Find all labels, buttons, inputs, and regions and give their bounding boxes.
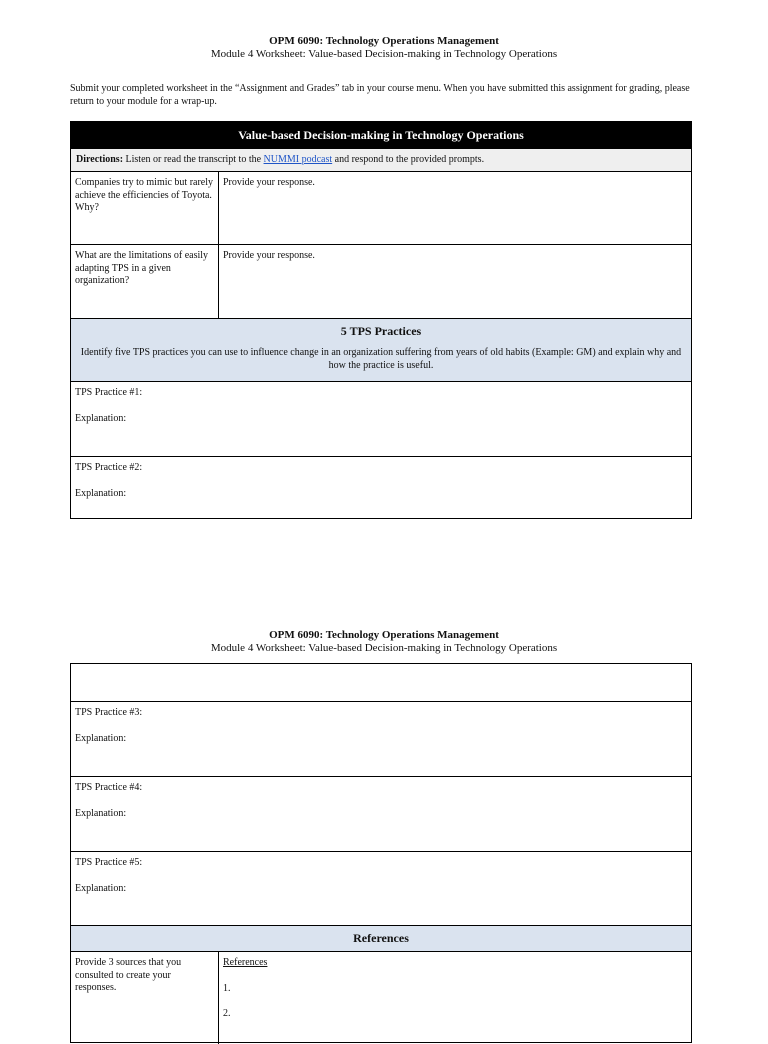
question-prompt: What are the limitations of easily adapting TPS in a given organization? — [71, 245, 219, 318]
tps-practice-row[interactable] — [71, 851, 691, 925]
references-field[interactable] — [219, 952, 691, 1044]
question-prompt: Companies try to mimic but rarely achieve the efficiencies of Toyota. Why? — [71, 172, 219, 244]
tps-practice-label: TPS Practice #5: — [75, 857, 143, 868]
page2-header — [0, 629, 768, 655]
explanation-label: Explanation: — [75, 807, 127, 819]
reference-item: 1. — [223, 982, 231, 994]
practices-instructions: Identify five TPS practices you can use to influence change in an organization suffering from years of old habits (Example: GM) and explain why and how the practice is useful. — [80, 347, 682, 371]
references-prompt: Provide 3 sources that you consulted to create your responses. — [71, 952, 219, 1044]
tps-practice-label: TPS Practice #1: — [75, 387, 143, 398]
explanation-label: Explanation: — [75, 882, 127, 894]
references-title: References — [353, 931, 409, 945]
tps-practice-row[interactable] — [71, 776, 691, 851]
nummi-podcast-link[interactable]: NUMMI podcast — [263, 154, 333, 165]
practices-section-title: 5 TPS Practices — [340, 324, 422, 338]
table-title: Value-based Decision-making in Technology Operations — [71, 122, 691, 148]
tps-practice-row[interactable] — [71, 381, 691, 456]
module-title: Module 4 Worksheet: Value-based Decision-making in Technology Operations — [210, 48, 558, 60]
question-row — [71, 171, 691, 244]
directions-row — [71, 148, 691, 171]
empty-row — [71, 664, 691, 701]
intro-text: Submit your completed worksheet in the “Assignment and Grades” tab in your course menu. When you have submitted this assignment for grading, please return to your module for a wrap-up. — [70, 83, 690, 107]
tps-practice-label: TPS Practice #4: — [75, 782, 143, 793]
tps-practice-label: TPS Practice #3: — [75, 707, 143, 718]
directions-text-after: and respond to the provided prompts. — [332, 154, 485, 165]
directions-label: Directions: — [76, 154, 124, 165]
explanation-label: Explanation: — [75, 412, 127, 424]
reference-item: 2. — [223, 1008, 231, 1019]
question-row — [71, 244, 691, 318]
tps-practice-row[interactable] — [71, 456, 691, 519]
references-row — [71, 951, 691, 1044]
module-title: Module 4 Worksheet: Value-based Decision-making in Technology Operations — [210, 642, 558, 654]
practices-section-header — [71, 318, 691, 381]
references-heading: References — [223, 957, 268, 968]
references-section-header — [71, 925, 691, 951]
course-title: OPM 6090: Technology Operations Management — [269, 35, 499, 47]
explanation-label: Explanation: — [75, 732, 127, 744]
response-field[interactable]: Provide your response. — [223, 177, 315, 188]
response-field[interactable]: Provide your response. — [223, 250, 315, 261]
course-title: OPM 6090: Technology Operations Management — [269, 629, 499, 641]
tps-practice-row[interactable] — [71, 701, 691, 776]
worksheet-table-continued — [70, 663, 692, 1043]
worksheet-table — [70, 121, 692, 519]
explanation-label: Explanation: — [75, 487, 127, 499]
tps-practice-label: TPS Practice #2: — [75, 462, 143, 473]
page1-header — [0, 35, 768, 61]
directions-text-before: Listen or read the transcript to the — [123, 154, 264, 165]
